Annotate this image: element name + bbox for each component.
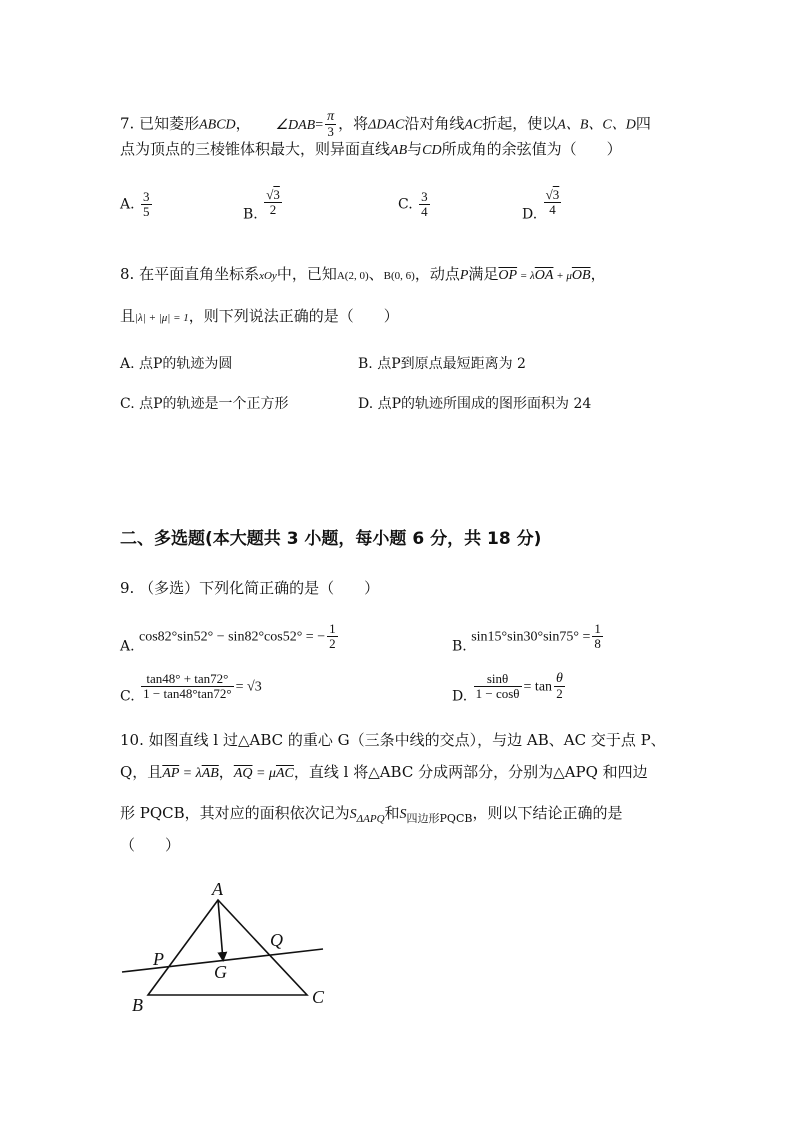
q10-line1: 10. 如图直线 l 过△ABC 的重心 G（三条中线的交点），与边 AB、AC 交于点 P、 <box>120 731 666 749</box>
q7-line1: 7. 已知菱形ABCD， ∠DAB= $\frac{\pi}{3}$ ，将ΔDAC沿对角线AC折起，使以A、B、C、D四 <box>120 109 651 139</box>
triangle-abc <box>148 900 307 995</box>
section-heading: 二、多选题(本大题共 3 小题，每小题 6 分，共 18 分) <box>120 529 542 549</box>
label-q: Q <box>270 930 283 950</box>
q7-option-d[interactable]: D. $\frac{√3}{4}$ <box>522 187 560 223</box>
q7-option-a[interactable]: A. $\frac{3}{5}$ <box>120 189 150 219</box>
q9-option-b[interactable]: B. sin15°sin30°sin75° = $\frac{1}{8}$ <box>452 621 601 655</box>
label-g: G <box>214 962 227 982</box>
q8-line2: 且|λ| + |μ| = 1，则下列说法正确的是（ ） <box>120 307 399 325</box>
q9-option-a[interactable]: A. cos82°sin52° − sin82°cos52° = − $\frac{1}{2}$ <box>120 621 336 655</box>
vector-ag <box>218 900 223 960</box>
q7-line2: 点为顶点的三棱锥体积最大，则异面直线AB与CD所成角的余弦值为（ ） <box>120 140 622 158</box>
q9-stem: 9. （多选）下列化简正确的是（ ） <box>120 579 380 597</box>
q10-line2: Q，且$\overline{AP} = \lambda\overline{AB}$，$\overline{AQ} = \mu\overline{AC}$，直线 l 将△ABC 分成两部分，分别为△APQ 和四边 <box>120 763 648 781</box>
q9-option-c[interactable]: C. $\frac{\tan 48^\circ + \tan 72^\circ}{1 - \tan 48^\circ\tan 72^\circ}$ = √3 <box>120 671 262 705</box>
q8-option-a[interactable]: A. 点P的轨迹为圆 <box>120 356 233 372</box>
q8-option-d[interactable]: D. 点P的轨迹所围成的图形面积为 24 <box>358 396 592 412</box>
q9-option-d[interactable]: D. $\frac{\sin\theta}{1 - \cos\theta}$ = tan $\frac{\theta}{2}$ <box>452 671 563 705</box>
q10-line4: （ ） <box>120 836 181 854</box>
label-a: A <box>212 879 223 899</box>
label-c: C <box>312 987 325 1007</box>
q8-option-b[interactable]: B. 点P到原点最短距离为 2 <box>358 356 526 372</box>
q7-option-b[interactable]: B. $\frac{√3}{2}$ <box>243 187 280 223</box>
label-b: B <box>132 995 143 1015</box>
q7-option-c[interactable]: C. $\frac{3}{4}$ <box>398 189 428 219</box>
q8-line1: 8. 在平面直角坐标系xOy中，已知A(2, 0)、B(0, 6)，动点P满足$\overline{OP} = \lambda\overline{OA} + \mu\overline{OB}$， <box>120 265 606 283</box>
q10-line3: 形 PQCB，其对应的面积依次记为$S_{\Delta APQ}$和$S_{四边形PQCB}$，则以下结论正确的是 <box>120 804 623 825</box>
label-p: P <box>153 949 164 969</box>
q8-option-c[interactable]: C. 点P的轨迹是一个正方形 <box>120 396 289 412</box>
